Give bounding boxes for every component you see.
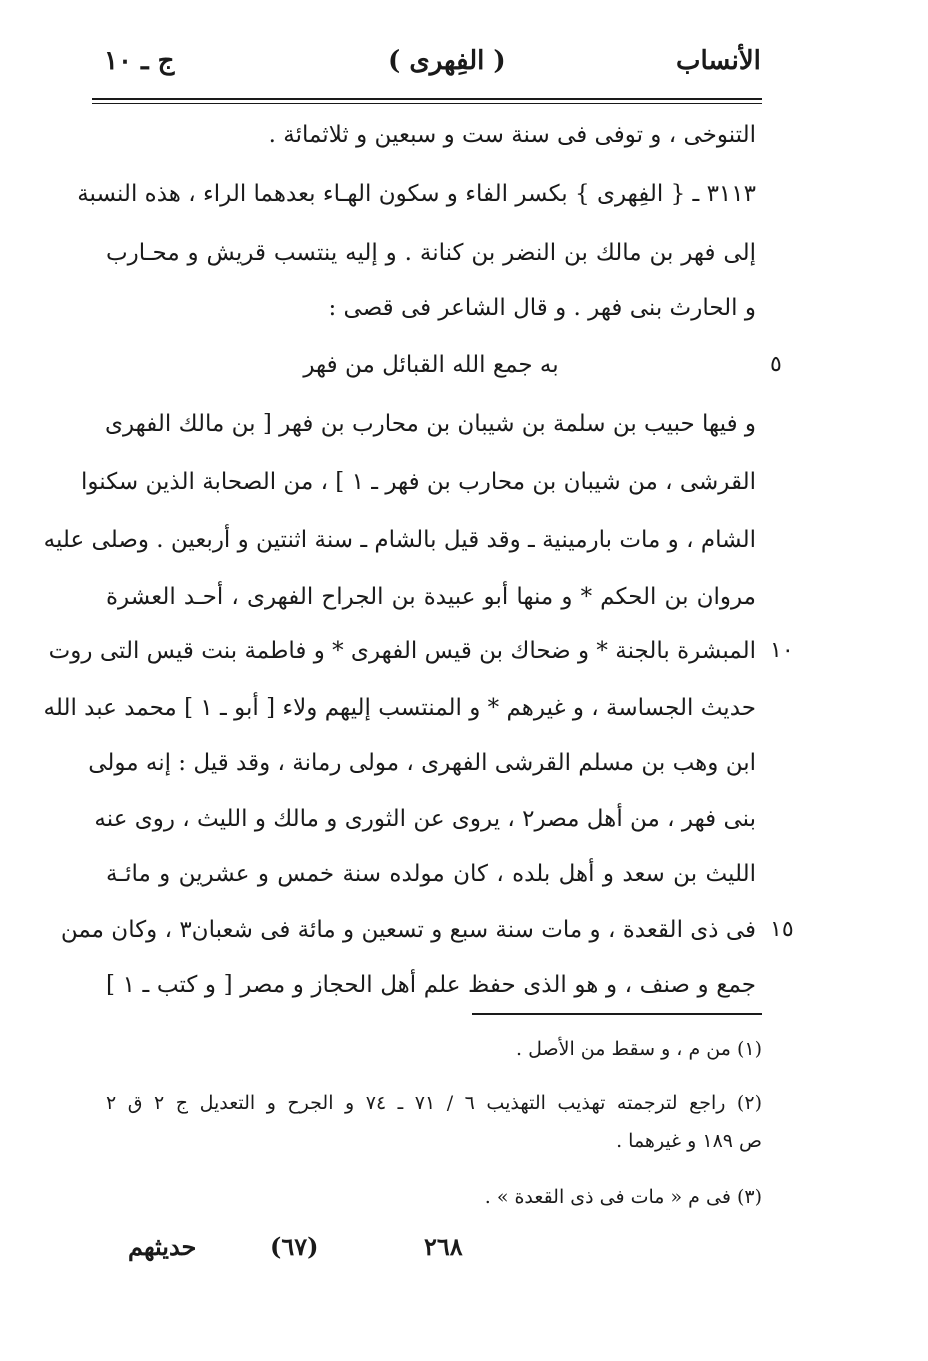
line-number-5: ٥ <box>770 352 782 377</box>
footnote-separator <box>472 1013 762 1015</box>
part-number: (٦٧) <box>270 1232 319 1261</box>
header-rule-bottom <box>92 103 762 104</box>
text-line: المبشرة بالجنة * و ضحاك بن قيس الفهرى * و فاطمة بنت قيس التى روت <box>48 638 756 664</box>
footnote-2-continued: ص ١٨٩ و غيرهما . <box>616 1130 762 1152</box>
volume-number: ج ـ ١٠ <box>104 46 175 76</box>
text-line: بنى فهر ، من أهل مصر٢ ، يروى عن الثورى و مالك و الليث ، روى عنه <box>94 806 756 832</box>
text-line: إلى فهر بن مالك بن النضر بن كنانة . و إليه ينتسب قريش و محـارب <box>106 240 756 266</box>
text-line: حديث الجساسة ، و غيرهم * و المنتسب إليهم ولاء [ أبو ـ ١ ] محمد عبد الله <box>43 695 756 721</box>
text-line: الليث بن سعد و أهل بلده ، كان مولده سنة خمس و عشرين و مائـة <box>106 861 756 887</box>
page-number: ٢٦٨ <box>424 1232 463 1261</box>
text-line: مروان بن الحكم * و منها أبو عبيدة بن الجراح الفهرى ، أحـد العشرة <box>106 584 756 610</box>
book-title: الأنساب <box>676 46 761 76</box>
catchword: حديثهم <box>128 1232 197 1261</box>
footnote-3: (٣) فى م « مات فى ذى القعدة » . <box>484 1186 762 1208</box>
text-line: ابن وهب بن مسلم القرشى الفهرى ، مولى رمانة ، وقد قيل : إنه مولى <box>88 750 756 776</box>
page-title: ( الفِهرى ) <box>388 46 506 76</box>
footnote-2: (٢) راجع لترجمته تهذيب التهذيب ٦ / ٧١ ـ ٧٤ و الجرح و التعديل ج ٢ ق ٢ <box>106 1092 762 1114</box>
line-number-10: ١٠ <box>770 638 794 663</box>
text-line: التنوخى ، و توفى فى سنة ست و سبعين و ثلاثمائة . <box>268 122 756 148</box>
text-line: القرشى ، من شيبان بن محارب بن فهر ـ ١ ] ، من الصحابة الذين سكنوا <box>81 469 756 495</box>
line-number-15: ١٥ <box>770 917 794 942</box>
text-line: و فيها حبيب بن سلمة بن شيبان بن محارب بن فهر [ بن مالك الفهرى <box>104 411 756 437</box>
text-line: فى ذى القعدة ، و مات سنة سبع و تسعين و مائة فى شعبان٣ ، وكان ممن <box>60 917 756 943</box>
text-line: و الحارث بنى فهر . و قال الشاعر فى قصى : <box>328 295 756 321</box>
entry-heading-line: ٣١١٣ ـ { الفِهرى } بكسر الفاء و سكون الهـاء بعدهما الراء ، هذه النسبة <box>77 181 756 207</box>
footnote-1: (١) من م ، و سقط من الأصل . <box>516 1038 762 1060</box>
verse-line: به جمع الله القبائل من فهر <box>303 352 559 378</box>
text-line: الشام ، و مات بارمينية ـ وقد قيل بالشام ـ سنة اثنتين و أربعين . وصلى عليه <box>43 527 756 553</box>
text-line: جمع و صنف ، و هو الذى حفظ علم أهل الحجاز و مصر [ و كتب ـ ١ ] <box>106 972 756 998</box>
header-rule-top <box>92 98 762 100</box>
